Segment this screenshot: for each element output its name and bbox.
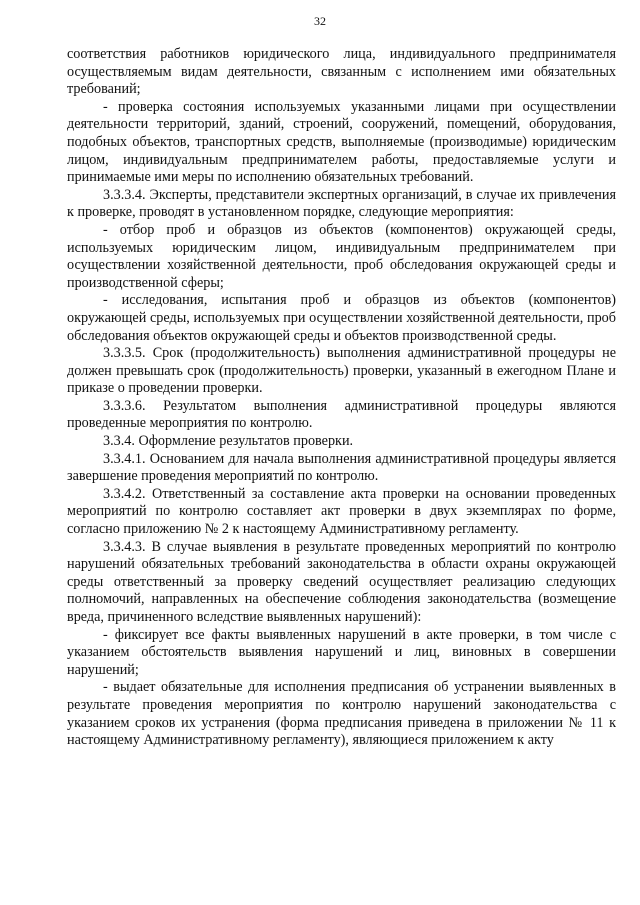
document-body [67, 46, 616, 750]
page-number: 32 [314, 14, 326, 28]
paragraph: - выдает обязательные для исполнения предписания об устранении выявленных в результате проведения мероприятия по контролю нарушений законодательства с указанием сроков их устранения (форма предписания приведена в приложении № 11 к настоящему Административному регламенту), являющиеся приложением к акту [67, 679, 616, 749]
paragraph: - проверка состояния используемых указанными лицами при осуществлении деятельности территорий, зданий, строений, сооружений, помещений, оборудования, подобных объектов, транспортных средств, выполняемые (производимые) юридическим лицом, индивидуальным предпринимателем работы, предоставляемые услуги и принимаемые ими меры по исполнению обязательных требований. [67, 98, 616, 186]
paragraph: соответствия работников юридического лица, индивидуального предпринимателя осуществляемым видам деятельности, связанным с исполнением ими обязательных требований; [67, 46, 616, 98]
paragraph: 3.3.4.3. В случае выявления в результате проведенных мероприятий по контролю нарушений обязательных требований законодательства в области охраны окружающей среды ответственный за проверку сведений осуществляет реализацию следующих полномочий, направленных на обеспечение соблюдения законодательства (возмещение вреда, причиненного вследствие выявленных нарушений): [67, 538, 616, 625]
section-heading: 3.3.4. Оформление результатов проверки. [103, 433, 354, 450]
paragraph: 3.3.4.2. Ответственный за составление акта проверки на основании проведенных мероприятий по контролю составляет акт проверки в двух экземплярах по форме, согласно приложению № 2 к настоящему Административному регламенту. [67, 485, 616, 538]
paragraph: 3.3.4.1. Основанием для начала выполнения административной процедуры является завершение проведения мероприятий по контролю. [67, 450, 616, 485]
paragraph: 3.3.3.5. Срок (продолжительность) выполнения административной процедуры не должен превышать срок (продолжительность) проверки, указанный в ежегодном Плане и приказе о проведении проверки. [67, 345, 616, 397]
paragraph: 3.3.3.4. Эксперты, представители экспертных организаций, в случае их привлечения к проверке, проводят в установленном порядке, следующие мероприятия: [67, 186, 616, 221]
paragraph: - отбор проб и образцов из объектов (компонентов) окружающей среды, используемых юридическим лицом, индивидуальным предпринимателем при осуществлении хозяйственной деятельности, проб обследования окружающей среды и производственной сферы; [67, 221, 616, 291]
paragraph: - фиксирует все факты выявленных нарушений в акте проверки, в том числе с указанием обстоятельств выявления нарушений и лиц, виновных в совершении нарушений; [67, 626, 616, 678]
paragraph: - исследования, испытания проб и образцов из объектов (компонентов) окружающей среды, используемых при осуществлении хозяйственной деятельности, проб обследования объектов окружающей среды и объектов производственной среды. [67, 292, 616, 344]
paragraph: 3.3.3.6. Результатом выполнения административной процедуры являются проведенные мероприятия по контролю. [67, 397, 616, 432]
